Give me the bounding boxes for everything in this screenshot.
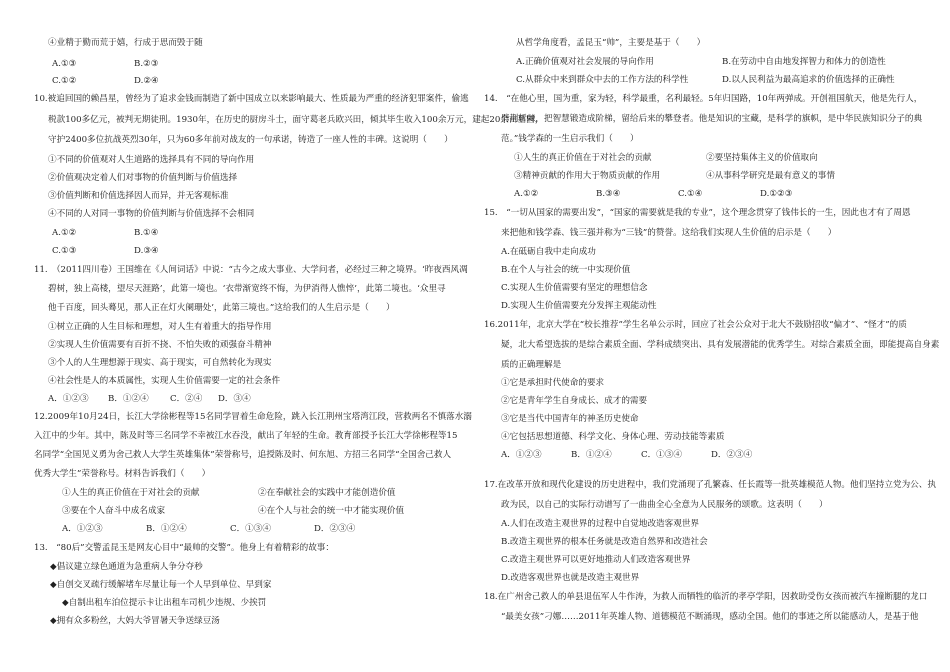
option: D.①②③	[760, 189, 793, 199]
q14-options	[514, 189, 842, 200]
q13-bullet: ◆倡议建立绿色通道为急重病人争分夺秒	[50, 562, 203, 572]
q11-item: ②实现人生价值需要有百折不挠、不怕失败的顽强奋斗精神	[48, 340, 272, 350]
q13-option: A.正确价值观对社会发展的导向作用	[516, 57, 654, 67]
q18-stem: “最美女孩”刁娜……2011年英雄人物、道德模范不断涌现，感动全国。他们的事迹之所以能感动人，是基于他	[501, 612, 919, 622]
q15-option: D.实现人生价值需要充分发挥主观能动性	[501, 301, 657, 311]
q9-options	[52, 59, 216, 70]
q11-item: ④社会性是人的本质属性，实现人生价值需要一定的社会条件	[48, 376, 281, 386]
option: B．①②④	[108, 394, 149, 404]
q12-item: ③要在个人奋斗中成名成家	[62, 506, 166, 516]
q11-item: ③个人的人生理想源于现实、高于现实，可自然转化为现实	[48, 358, 272, 368]
q11-stem: 碧树，独上高楼，望尽天涯路’，此第一境也。‘衣带渐宽终不悔，为伊消得人憔悴’，此第二境也。‘众里寻	[48, 284, 446, 294]
q16-stem: 质的正确理解是	[501, 360, 562, 370]
q10-stem: 10.被追回国的赖昌星，曾经为了追求金钱而制造了新中国成立以来影响最大、性质最为严重的经济犯罪案件，偷逃	[34, 94, 469, 104]
q15-stem: 来把他和钱学森、钱三强并称为“三钱”的赞誉。这给我们实现人生价值的启示是（ ）	[501, 228, 837, 238]
q14-stem: 劈荆斩棘，把智慧锻造成阶梯，留给后来的攀登者。他是知识的宝藏，是科学的旗帜，是中华民族知识分子的典	[501, 114, 923, 124]
q11-stem: 11. （2011四川卷）王国维在《人间词话》中说：“古今之成大事业、大学问者，必经过三种之境界。‘昨夜西风凋	[34, 265, 468, 275]
q13-bullet: ◆自创交叉疏行缓解堵车尽量让每一个人早到单位、早到家	[50, 580, 272, 590]
option: C．②④	[170, 394, 203, 404]
q13-bullet: ◆自制出租车泊位提示卡让出租车司机少违规、少挨罚	[62, 598, 267, 608]
option: D．②③④	[711, 450, 753, 460]
q9-item-4: ④业精于勤而荒于嬉，行成于思而毁于随	[48, 38, 203, 48]
q16-item: ①它是承担时代使命的要求	[501, 378, 605, 388]
q17-option: C.改造主观世界可以更好地推动人们改造客观世界	[501, 555, 691, 565]
q13-stem: 13. “80后”交警孟昆玉是网友心目中“最帅的交警”。他身上有着精彩的故事：	[34, 543, 334, 553]
option: B．①②④	[146, 524, 187, 534]
q11-stem: 他千百度，回头蓦见，那人正在灯火阑珊处’，此第三境也。”这给我们的人生启示是（ ）	[48, 303, 395, 313]
q14-stem: 14. “在他心里，国为重，家为轻，科学最重，名利最轻。5年归国路，10年两弹成。开创祖国航天，他是先行人，	[484, 94, 923, 104]
option: B.③④	[596, 189, 621, 199]
option: D.③④	[134, 246, 159, 256]
q12-stem: 入江中的少年。其中，陈及时等三名同学不幸被江水吞没，献出了年轻的生命。教育部授予长江大学徐彬程等15	[34, 431, 458, 441]
option: A.①②	[514, 189, 539, 199]
option: A.①③	[52, 59, 77, 69]
option: D．③④	[218, 394, 251, 404]
option: A.①②	[52, 228, 77, 238]
q13-option: C.从群众中来到群众中去的工作方法的科学性	[516, 75, 689, 85]
option: B．①②④	[571, 450, 612, 460]
q10-options	[52, 246, 216, 257]
q16-stem: 16.2011年，北京大学在“校长推荐”学生名单公示时，回应了社会公众对于北大不鼓励招收“偏才”、“怪才”的质	[484, 320, 907, 330]
q16-stem: 疑，北大希望选拔的是综合素质全面、学科成绩突出、具有发展潜能的优秀学生。对综合素质全面，即能提高自身素	[501, 340, 940, 350]
q10-item: ③价值判断和价值选择因人而异，并无客观标准	[48, 191, 229, 201]
q14-item: ④从事科学研究是最有意义的事情	[706, 171, 835, 181]
q17-stem: 政为民，以自己的实际行动谱写了一曲曲全心全意为人民服务的颂歌。这表明（ ）	[501, 500, 828, 510]
q10-item: ②价值观决定着人们对事物的价值判断与价值选择	[48, 173, 238, 183]
q12-item: ④在个人与社会的统一中才能实现价值	[258, 506, 405, 516]
option: B.①④	[134, 228, 159, 238]
q10-item: ①不同的价值观对人生道路的选择具有不同的导向作用	[48, 155, 255, 165]
q15-stem: 15. “一切从国家的需要出发”，“国家的需要就是我的专业”，这个理念贯穿了钱伟长的一生，因此也才有了周恩	[484, 208, 911, 218]
q9-options	[52, 76, 216, 87]
option: A．①②③	[501, 450, 542, 460]
q14-stem: 范。”钱学森的一生启示我们（ ）	[501, 134, 639, 144]
q16-item: ②它是青年学生自身成长、成才的需要	[501, 396, 648, 406]
q18-stem: 18.在广州舍己救人的单县退伍军人牛作涛，为救人而牺牲的临沂的孝亭学阳，因救助受伤女孩而被汽车撞断腿的龙口	[484, 592, 928, 602]
q13-option: D.以人民利益为最高追求的价值选择的正确性	[722, 75, 895, 85]
q12-item: ②在奉献社会的实践中才能创造价值	[258, 488, 396, 498]
q16-item: ③它是当代中国青年的神圣历史使命	[501, 414, 639, 424]
option: C.①②	[52, 76, 77, 86]
option: B.②③	[134, 59, 159, 69]
q15-option: C.实现人生价值需要有坚定的理想信念	[501, 283, 648, 293]
q10-stem: 守护2400多位抗战英烈30年，只为60多年前对战友的一句承诺，铸造了一座人性的丰碑。这说明（ ）	[48, 135, 453, 145]
option: C.①④	[678, 189, 703, 199]
q14-item: ③精神贡献的作用大于物质贡献的作用	[514, 171, 661, 181]
q16-options	[501, 450, 781, 461]
q12-stem: 优秀大学生”荣誉称号。材料告诉我们（ ）	[34, 469, 211, 479]
option: D.②④	[134, 76, 159, 86]
q17-option: B.改造主观世界的根本任务就是改造自然界和改造社会	[501, 537, 708, 547]
q15-option: B.在个人与社会的统一中实现价值	[501, 265, 631, 275]
q10-item: ④不同的人对同一事物的价值判断与价值选择不会相同	[48, 209, 255, 219]
q16-item: ④它包括思想道德、科学文化、身体心理、劳动技能等素质	[501, 432, 725, 442]
q13-continued: 从哲学角度看，孟昆玉“帅”，主要是基于（ ）	[516, 38, 706, 48]
q12-item: ①人生的真正价值在于对社会的贡献	[62, 488, 200, 498]
q13-bullet: ◆拥有众多粉丝，大妈大爷冒暑天争送绿豆汤	[50, 616, 220, 626]
option: A．①②③	[48, 394, 89, 404]
option: C．①③④	[230, 524, 271, 534]
q15-option: A.在砥砺自我中走向成功	[501, 247, 596, 257]
q11-options	[48, 394, 266, 405]
q10-stem: 税款100多亿元，被判无期徒刑。1930年，在历史的厨房斗士，面守葛老兵欧兴田，倾其毕生收入100余万元，建起20余亩墓园，	[48, 115, 544, 125]
option: D．②③④	[314, 524, 356, 534]
q11-item: ①树立正确的人生目标和理想，对人生有着重大的指导作用	[48, 322, 272, 332]
q13-option: B.在劳动中自由地发挥智力和体力的创造性	[722, 57, 886, 67]
option: C.①③	[52, 246, 77, 256]
q17-option: A.人们在改造主观世界的过程中自觉地改造客观世界	[501, 519, 700, 529]
q17-stem: 17.在改革开放和现代化建设的历史进程中，我们党涌现了孔繁森、任长霞等一批英雄模范人物。他们坚持立党为公、执	[484, 480, 936, 490]
q14-item: ①人生的真正价值在于对社会的贡献	[514, 153, 652, 163]
q10-options	[52, 228, 216, 239]
option: A．①②③	[62, 524, 103, 534]
q12-stem: 名同学“全国见义勇为舍己救人大学生英雄集体”荣誉称号，追授陈及时、何东旭、方招三名同学“全国舍己救人	[34, 450, 452, 460]
q17-option: D.改造客观世界也就是改造主观世界	[501, 573, 640, 583]
option: C．①③④	[641, 450, 682, 460]
q12-options	[62, 524, 394, 535]
q12-stem: 12.2009年10月24日，长江大学徐彬程等15名同学冒着生命危险，跳入长江荆州宝塔湾江段，营救两名不慎落水溺	[34, 412, 472, 422]
q14-item: ②要坚持集体主义的价值取向	[706, 153, 818, 163]
